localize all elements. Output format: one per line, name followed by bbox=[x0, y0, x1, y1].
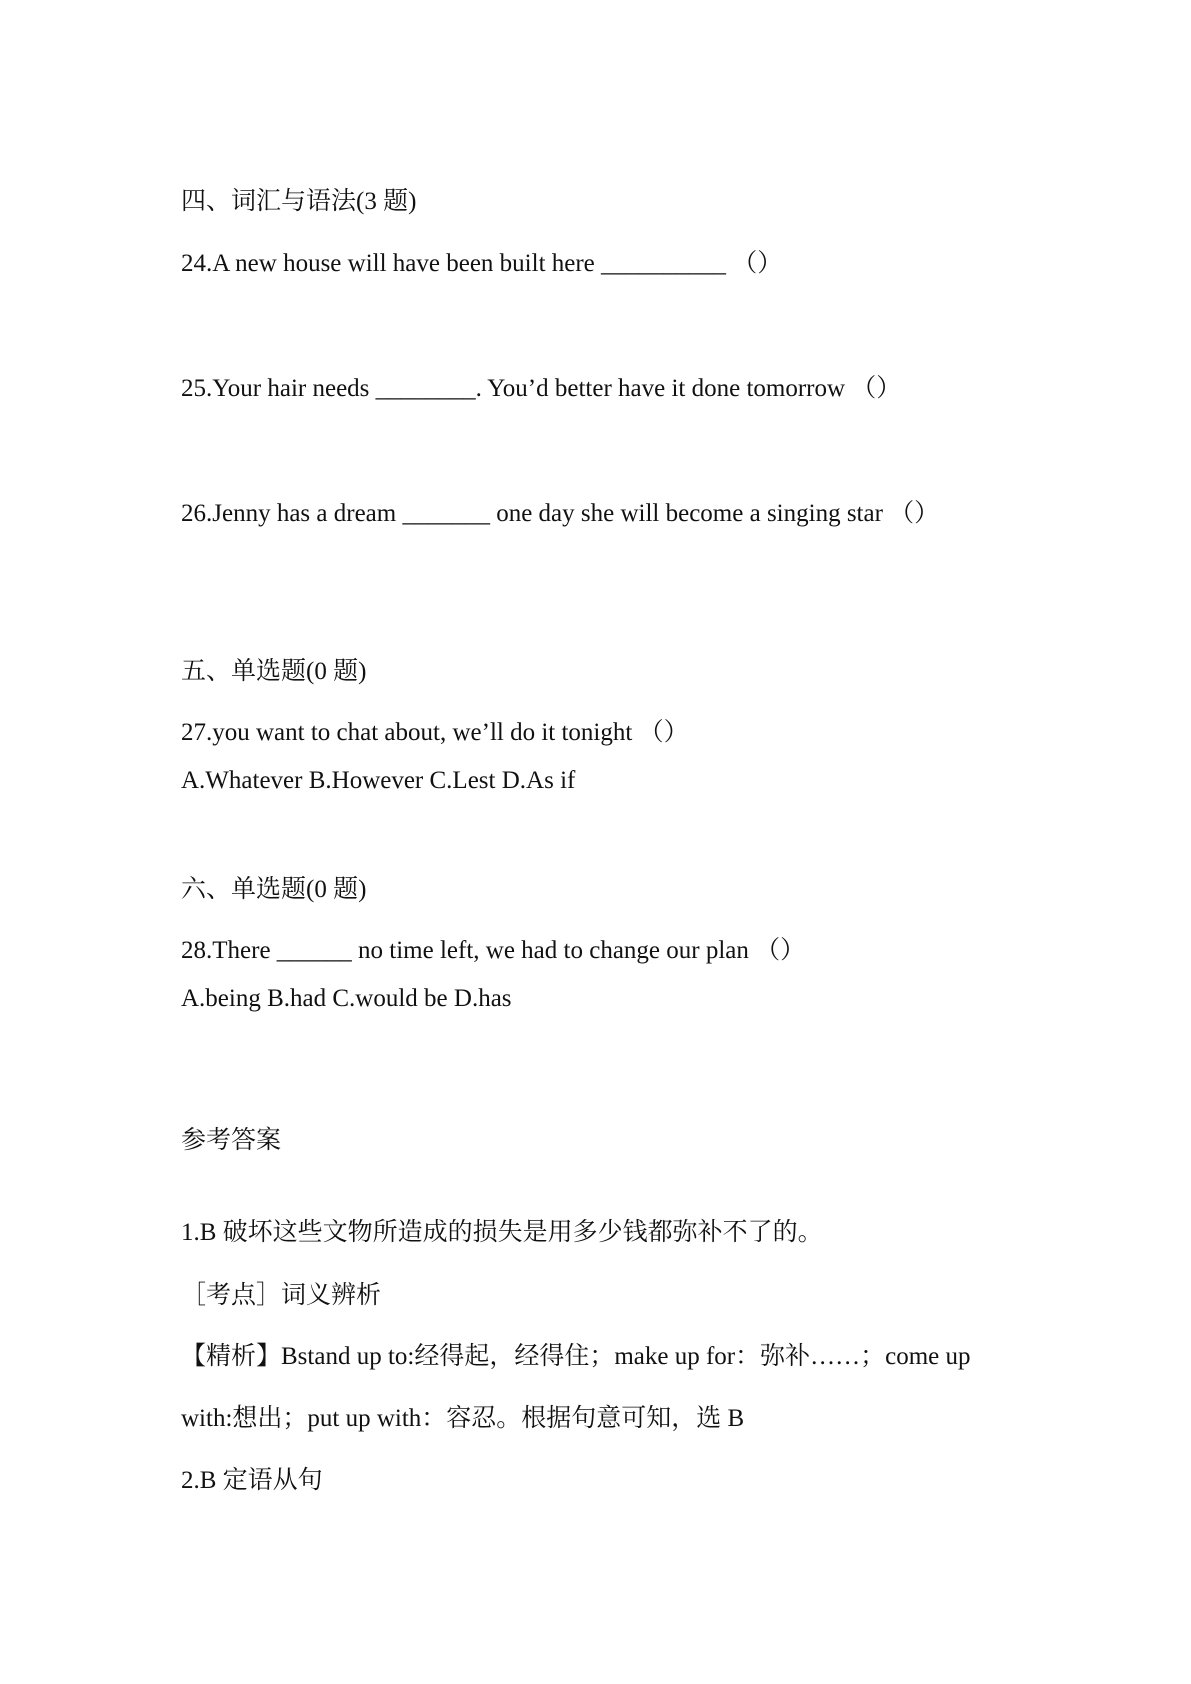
question-25-stem: 25.Your hair needs ________. You’d better have it done tomorrow （） bbox=[181, 375, 902, 402]
answer-1-topic: ［考点］词义辨析 bbox=[181, 1282, 382, 1309]
answers-heading: 参考答案 bbox=[181, 1127, 282, 1154]
question-24-stem: 24.A new house will have been built here __________ （） bbox=[181, 250, 783, 277]
answer-2-text: 2.B 定语从句 bbox=[181, 1467, 323, 1494]
question-26-stem: 26.Jenny has a dream _______ one day she will become a singing star （） bbox=[181, 500, 940, 527]
question-27-options: A.Whatever B.However C.Lest D.As if bbox=[181, 767, 576, 794]
section-heading-single-choice-6: 六、单选题(0 题) bbox=[181, 876, 367, 903]
question-28-options: A.being B.had C.would be D.has bbox=[181, 985, 512, 1012]
answer-1-analysis-line-2: with:想出；put up with：容忍。根据句意可知，选 B bbox=[181, 1405, 745, 1432]
answer-1-analysis-line-1: 【精析】Bstand up to:经得起，经得住；make up for：弥补……；come up bbox=[181, 1343, 971, 1370]
section-heading-single-choice-5: 五、单选题(0 题) bbox=[181, 658, 367, 685]
question-28-stem: 28.There ______ no time left, we had to change our plan （） bbox=[181, 937, 806, 964]
question-27-stem: 27.you want to chat about, we’ll do it tonight （） bbox=[181, 719, 689, 746]
answer-1-text: 1.B 破坏这些文物所造成的损失是用多少钱都弥补不了的。 bbox=[181, 1219, 823, 1246]
section-heading-vocab-grammar: 四、词汇与语法(3 题) bbox=[181, 188, 417, 215]
